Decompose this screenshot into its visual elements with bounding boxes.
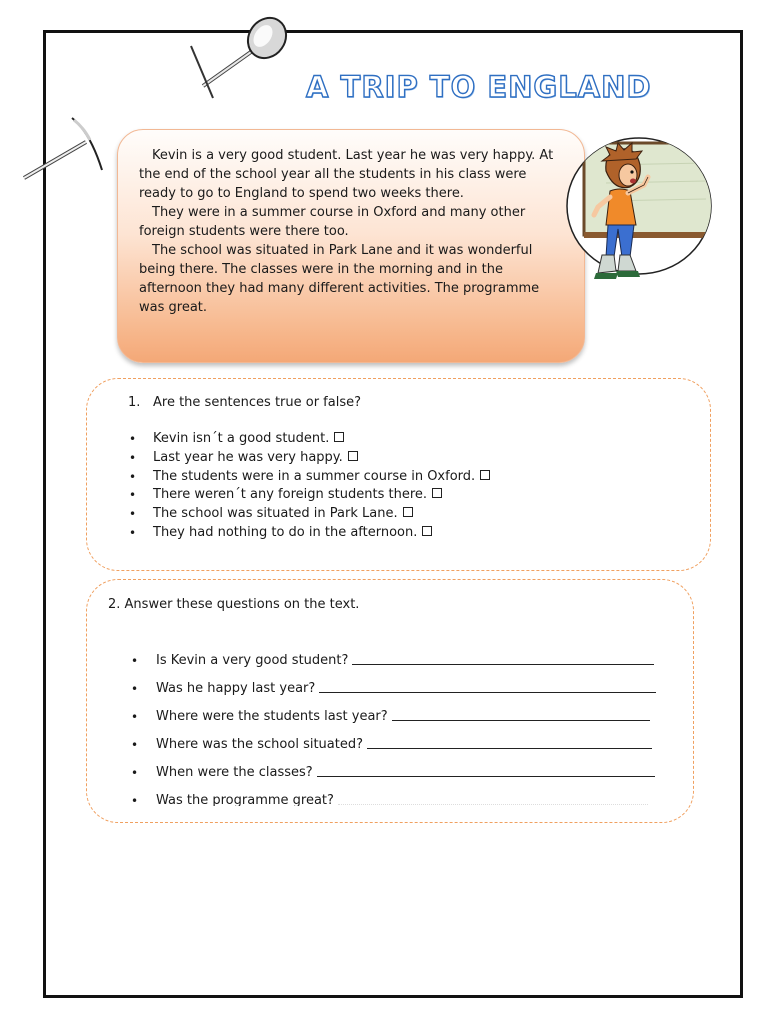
task-instruction: Are the sentences true or false? xyxy=(153,395,362,410)
answer-line[interactable] xyxy=(352,653,654,665)
answer-line[interactable] xyxy=(367,737,652,749)
task-number: 1. xyxy=(128,395,141,410)
list-item xyxy=(156,737,652,752)
list-item xyxy=(156,681,656,696)
answer-questions-section xyxy=(86,579,694,823)
statement-text: They had nothing to do in the afternoon. xyxy=(153,525,418,540)
story-text-box xyxy=(117,129,585,363)
answer-line[interactable] xyxy=(317,765,655,777)
list-item xyxy=(156,793,648,806)
bullet-icon: • xyxy=(129,451,137,465)
checkbox-icon[interactable] xyxy=(403,507,413,517)
boy-at-chalkboard-illustration xyxy=(566,137,712,293)
question-text: When were the classes? xyxy=(156,765,313,780)
list-item xyxy=(156,709,650,724)
statement-text: The students were in a summer course in Oxford. xyxy=(153,469,476,484)
question-text: Was the programme great? xyxy=(156,793,334,806)
checkbox-icon[interactable] xyxy=(432,488,442,498)
bullet-icon: • xyxy=(129,526,137,540)
story-paragraph: Kevin is a very good student. Last year he was very happy. At the end of the school year all the students in his class were ready to go to England to spend two weeks there. xyxy=(139,148,554,201)
question-text: Where was the school situated? xyxy=(156,737,363,752)
list-item xyxy=(153,469,490,484)
checkbox-icon[interactable] xyxy=(422,526,432,536)
story-paragraph: The school was situated in Park Lane and it was wonderful being there. The classes were in the morning and in the afternoon they had many different activities. The programme was great. xyxy=(139,243,540,315)
statement-text: The school was situated in Park Lane. xyxy=(153,506,398,521)
worksheet-title: A TRIP TO ENGLAND xyxy=(306,70,652,104)
list-item xyxy=(153,487,442,502)
push-pin-icon xyxy=(20,112,110,186)
checkbox-icon[interactable] xyxy=(348,451,358,461)
list-item xyxy=(156,653,654,668)
question-text: Is Kevin a very good student? xyxy=(156,653,349,668)
list-item xyxy=(153,506,413,521)
bullet-icon: • xyxy=(131,766,139,780)
question-text: Was he happy last year? xyxy=(156,681,316,696)
statement-text: Last year he was very happy. xyxy=(153,450,343,465)
list-item xyxy=(153,450,358,465)
bullet-icon: • xyxy=(129,432,137,446)
bullet-icon: • xyxy=(129,488,137,502)
list-item xyxy=(153,431,344,446)
checkbox-icon[interactable] xyxy=(480,470,490,480)
statement-text: There weren´t any foreign students there. xyxy=(153,487,428,502)
list-item xyxy=(153,525,432,540)
bullet-icon: • xyxy=(131,794,139,808)
answer-line[interactable] xyxy=(338,793,648,805)
answer-line[interactable] xyxy=(319,681,656,693)
push-pin-icon xyxy=(183,6,293,102)
answer-line[interactable] xyxy=(392,709,650,721)
checkbox-icon[interactable] xyxy=(334,432,344,442)
question-text: Where were the students last year? xyxy=(156,709,388,724)
list-item xyxy=(156,765,655,780)
bullet-icon: • xyxy=(129,470,137,484)
bullet-icon: • xyxy=(131,654,139,668)
bullet-icon: • xyxy=(131,710,139,724)
statement-text: Kevin isn´t a good student. xyxy=(153,431,330,446)
bullet-icon: • xyxy=(131,682,139,696)
story-paragraph: They were in a summer course in Oxford and many other foreign students were there too. xyxy=(139,205,526,239)
bullet-icon: • xyxy=(131,738,139,752)
task-instruction: 2. Answer these questions on the text. xyxy=(108,597,360,612)
bullet-icon: • xyxy=(129,507,137,521)
